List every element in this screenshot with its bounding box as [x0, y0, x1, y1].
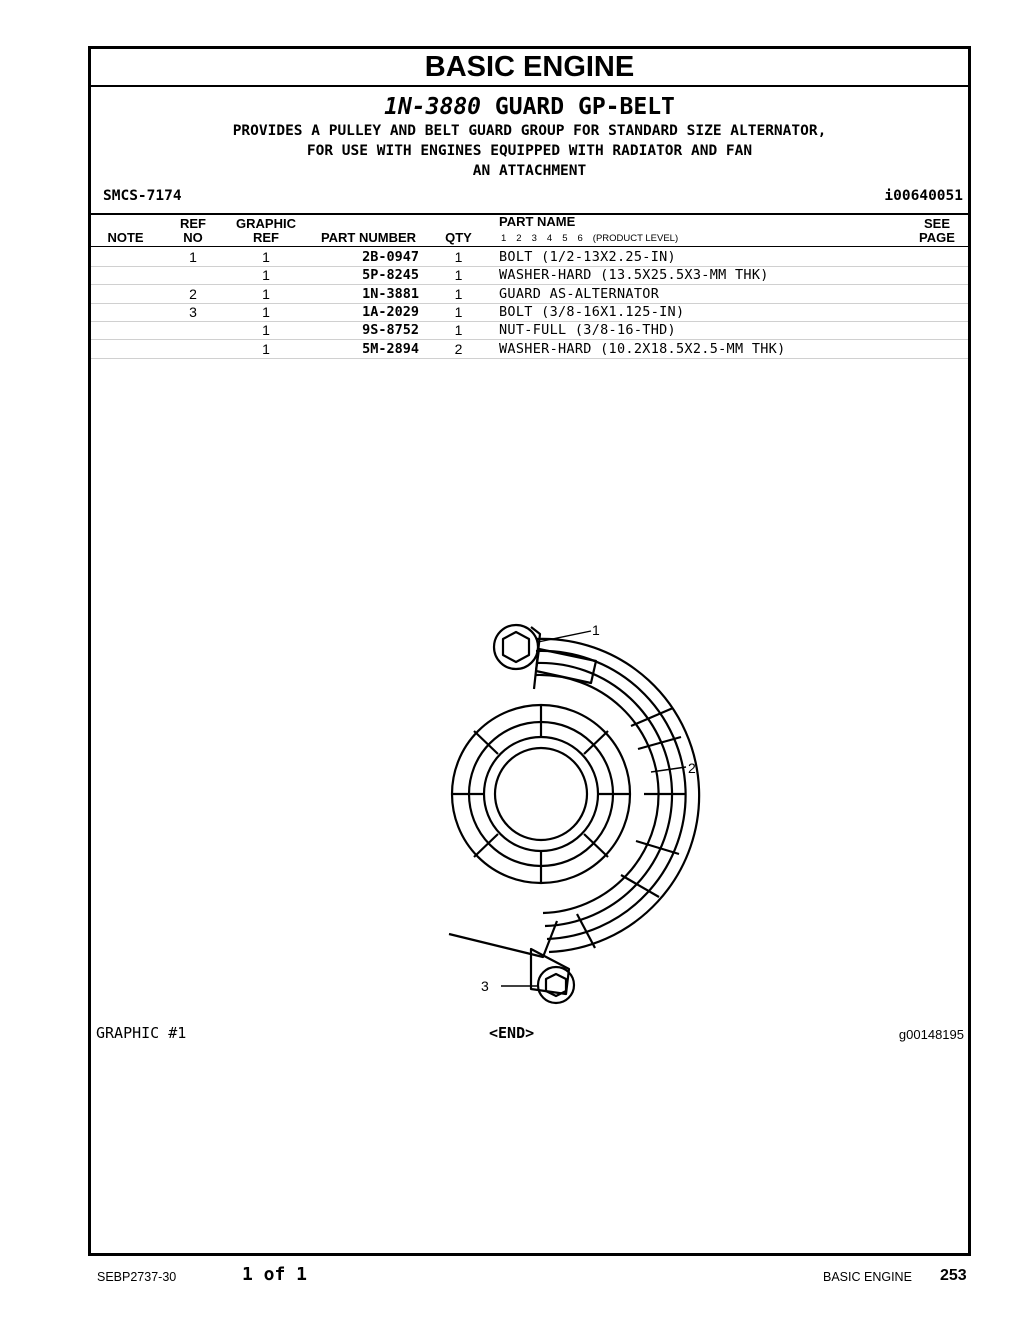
- part-name: WASHER-HARD (10.2X18.5X2.5-MM THK): [499, 340, 786, 357]
- level-1: 1: [501, 233, 507, 244]
- graphic-ref: 1: [262, 340, 270, 357]
- description-line-1: PROVIDES A PULLEY AND BELT GUARD GROUP FOR STANDARD SIZE ALTERNATOR,: [232, 123, 827, 139]
- ref-no: 3: [189, 303, 197, 320]
- guard-middle-ring: [469, 722, 613, 866]
- qty: 1: [454, 285, 463, 302]
- part-name: BOLT (1/2-13X2.25-IN): [499, 249, 676, 265]
- qty: 1: [454, 322, 463, 339]
- part-name: NUT-FULL (3/8-16-THD): [499, 322, 676, 339]
- col-ref-bottom: NO: [183, 230, 203, 245]
- graphic-label: GRAPHIC #1: [96, 1024, 187, 1042]
- callout-3: 3: [481, 978, 489, 994]
- col-part-name: PART NAME: [499, 214, 576, 229]
- product-level-label: (PRODUCT LEVEL): [592, 233, 679, 244]
- qty: 2: [454, 340, 463, 357]
- page-frame: [88, 46, 971, 1256]
- part-number: 9S-8752: [362, 322, 419, 339]
- part-number: 2B-0947: [362, 249, 419, 265]
- col-graphic-bottom: REF: [253, 230, 279, 245]
- footer-page-of: 1 of 1: [242, 1264, 308, 1285]
- footer-page-number: 253: [940, 1267, 967, 1284]
- part-number: 1N-3881: [362, 285, 419, 302]
- level-3: 3: [531, 233, 537, 244]
- level-6: 6: [577, 233, 583, 244]
- callout-1: 1: [592, 622, 600, 638]
- group-name: GUARD GP-BELT: [494, 94, 675, 120]
- part-number: 5M-2894: [362, 340, 419, 357]
- level-4: 4: [546, 233, 553, 244]
- ref-no: 2: [189, 285, 197, 302]
- group-part-number: 1N-3880: [384, 94, 482, 120]
- end-marker: <END>: [489, 1024, 535, 1042]
- graphic-id: g00148195: [898, 1027, 964, 1042]
- part-name: GUARD AS-ALTERNATOR: [499, 285, 660, 302]
- level-2: 2: [516, 233, 522, 244]
- graphic-ref: 1: [262, 303, 270, 320]
- col-graphic-top: GRAPHIC: [236, 216, 296, 231]
- footer-section: BASIC ENGINE: [823, 1270, 912, 1284]
- part-number: 1A-2029: [362, 303, 419, 320]
- guard-assembly-drawing: [91, 49, 968, 1253]
- smcs-code: SMCS-7174: [103, 188, 182, 204]
- description-line-3: AN ATTACHMENT: [472, 163, 587, 179]
- part-name: BOLT (3/8-16X1.125-IN): [499, 303, 685, 320]
- description-line-2: FOR USE WITH ENGINES EQUIPPED WITH RADIATOR AND FAN: [306, 143, 753, 159]
- col-note: NOTE: [107, 230, 144, 245]
- footer-doc-id: SEBP2737-30: [97, 1270, 177, 1284]
- part-name: WASHER-HARD (13.5X25.5X3-MM THK): [499, 267, 769, 284]
- col-qty: QTY: [445, 230, 472, 245]
- col-see-top: SEE: [923, 216, 950, 231]
- qty: 1: [454, 267, 463, 284]
- callout-2: 2: [688, 760, 696, 776]
- graphic-ref: 1: [262, 322, 270, 339]
- section-title: BASIC ENGINE: [91, 49, 968, 87]
- col-see-bottom: PAGE: [919, 230, 955, 245]
- qty: 1: [454, 249, 463, 265]
- graphic-ref: 1: [262, 267, 270, 284]
- guard-hub-ring: [495, 748, 587, 840]
- bolt-head-lower: [538, 967, 574, 1003]
- part-number: 5P-8245: [362, 267, 419, 284]
- graphic-ref: 1: [262, 285, 270, 302]
- illustration-id: i00640051: [884, 188, 963, 204]
- qty: 1: [454, 303, 463, 320]
- col-part-number: PART NUMBER: [320, 230, 417, 245]
- ref-no: 1: [189, 249, 197, 265]
- graphic-ref: 1: [262, 249, 270, 265]
- col-ref-top: REF: [180, 216, 206, 231]
- level-5: 5: [562, 233, 568, 244]
- guard-inner-ring: [484, 737, 598, 851]
